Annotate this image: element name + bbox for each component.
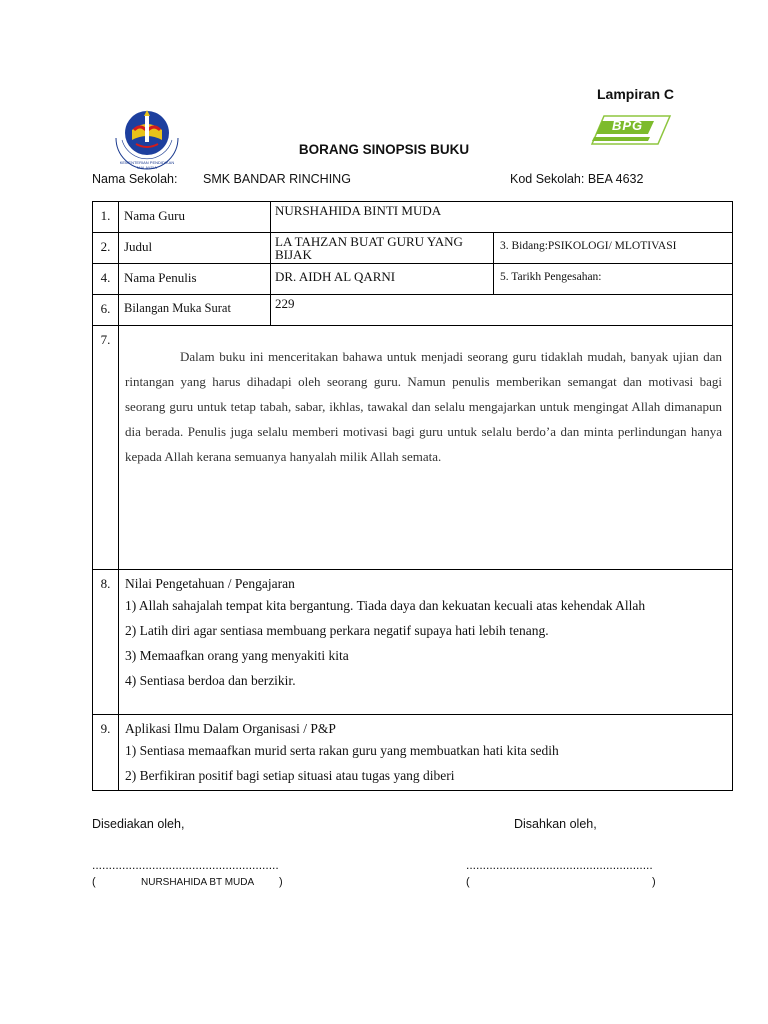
- row-application: [93, 715, 733, 791]
- row-synopsis: [93, 326, 733, 570]
- book-title-label: Judul: [119, 233, 271, 264]
- row-title: [93, 233, 733, 264]
- approval-date-field: 5. Tarikh Pengesahan:: [494, 264, 733, 295]
- school-code: Kod Sekolah: BEA 4632: [510, 172, 644, 186]
- list-item: 2) Latih diri agar sentiasa membuang perkara negatif supaya hati lebih tenang.: [125, 623, 549, 638]
- approved-signature-line: ........................................................: [466, 858, 653, 872]
- application-cell: [119, 715, 733, 791]
- school-name-label: Nama Sekolah:: [92, 172, 178, 186]
- author-value: DR. AIDH AL QARNI: [271, 264, 494, 295]
- attachment-label: Lampiran C: [597, 86, 675, 102]
- synopsis-cell: [119, 326, 733, 570]
- teacher-name-label: Nama Guru: [119, 202, 271, 233]
- knowledge-values-heading: Nilai Pengetahuan / Pengajaran: [125, 576, 295, 591]
- school-name-value: SMK BANDAR RINCHING: [203, 172, 351, 186]
- row-number: 4.: [93, 264, 119, 295]
- list-item: 2) Berfikiran positif bagi setiap situasi atau tugas yang diberi: [125, 768, 455, 783]
- form-title: BORANG SINOPSIS BUKU: [298, 142, 470, 157]
- row-number: 7.: [93, 326, 119, 570]
- prepared-by-label: Disediakan oleh,: [92, 817, 185, 831]
- prepared-close-paren: ): [279, 876, 283, 888]
- row-knowledge-values: [93, 570, 733, 715]
- row-number: 1.: [93, 202, 119, 233]
- row-number: 9.: [93, 715, 119, 791]
- field-value: 3. Bidang:PSIKOLOGI/ MLOTIVASI: [494, 233, 733, 264]
- list-item: 1) Sentiasa memaafkan murid serta rakan guru yang membuatkan hati kita sedih: [125, 743, 559, 758]
- row-number: 6.: [93, 295, 119, 326]
- approved-close-paren: ): [652, 876, 656, 888]
- list-item: 4) Sentiasa berdoa dan berzikir.: [125, 673, 296, 688]
- prepared-signature-line: ........................................................: [92, 858, 279, 872]
- synopsis-form-table: [92, 201, 733, 791]
- row-teacher-name: [93, 202, 733, 233]
- row-page-count: [93, 295, 733, 326]
- approved-open-paren: (: [466, 876, 470, 888]
- page-count-label: Bilangan Muka Surat: [119, 295, 271, 326]
- application-heading: Aplikasi Ilmu Dalam Organisasi / P&P: [125, 721, 336, 736]
- row-author: [93, 264, 733, 295]
- book-title-value: LA TAHZAN BUAT GURU YANG BIJAK: [271, 233, 494, 264]
- synopsis-text: Dalam buku ini menceritakan bahawa untuk menjadi seorang guru tidaklah mudah, banyak ujian dan rintangan yang harus dihadapi oleh seorang guru. Namun penulis memberikan semangat dan motivasi bagi seorang guru untuk tetap tabah, sabar, ikhlas, tawakal dan selalu mengajarkan untuk mengingat Allah dimanapun dia berada. Penulis juga selalu memberi motivasi bagi guru untuk selalu berdo’a dan minta perlindungan hanya kepada Allah kerana semuanya hanyalah milik Allah semata.: [125, 349, 722, 464]
- page-count-value: 229: [271, 295, 733, 326]
- row-number: 2.: [93, 233, 119, 264]
- knowledge-values-cell: [119, 570, 733, 715]
- approved-by-label: Disahkan oleh,: [514, 817, 597, 831]
- list-item: 1) Allah sahajalah tempat kita bergantung. Tiada daya dan kekuatan kecuali atas kehendak Allah: [125, 598, 646, 613]
- prepared-name: NURSHAHIDA BT MUDA: [141, 877, 255, 888]
- ministry-logo-caption: KEMENTERIAN PENDIDIKAN MALAYSIA: [119, 160, 175, 170]
- teacher-name-value: NURSHAHIDA BINTI MUDA: [271, 202, 733, 233]
- list-item: 3) Memaafkan orang yang menyakiti kita: [125, 648, 349, 663]
- bpg-logo-text: BPG: [612, 118, 644, 133]
- prepared-open-paren: (: [92, 876, 96, 888]
- row-number: 8.: [93, 570, 119, 715]
- author-label: Nama Penulis: [119, 264, 271, 295]
